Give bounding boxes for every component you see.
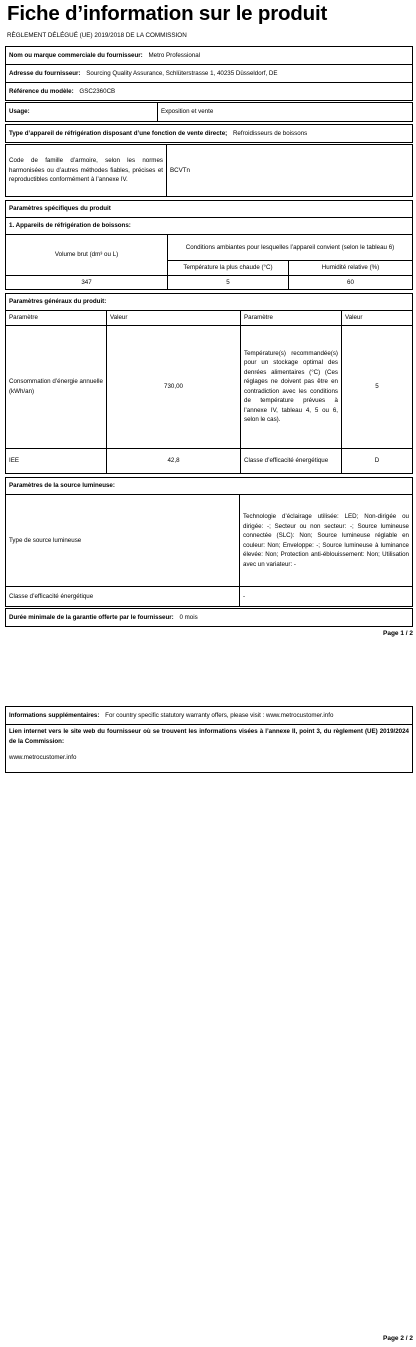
usage-value: Exposition et vente — [158, 103, 413, 122]
efficiency-class-value: D — [342, 448, 413, 473]
light-source-type-value: Technologie d’éclairage utilisée: LED; Non-dirigée ou dirigée: -; Secteur ou non secteur: -; Source lumineuse connectée (SLC): Non; Source lumineuse réglable en couleur: Non; Enveloppe: -; Source lumineuse à luminance élevée: Non; Protection anti-éblouissement: Non; Utilisation avec un variateur: - — [240, 495, 413, 587]
light-source-table — [5, 477, 413, 607]
supplier-website-row — [6, 725, 413, 773]
appliance-type-row — [6, 125, 413, 143]
page-number-1: Page 1 / 2 — [383, 630, 413, 637]
col-param-2: Paramètre — [241, 311, 342, 326]
light-source-heading: Paramètres de la source lumineuse: — [6, 478, 413, 495]
supplier-address-value: Sourcing Quality Assurance, Schlüterstrasse 1, 40235 Düsseldorf, DE — [86, 69, 278, 77]
light-source-type-label: Type de source lumineuse — [6, 495, 240, 587]
recommended-temp-label: Température(s) recommandée(s) pour un stockage optimal des denrées alimentaires (°C) (Ces réglages ne doivent pas être en contradiction avec les conditions de température prévues à l’annexe IV, tableau 4, 5 ou 6, selon le cas). — [241, 325, 342, 448]
additional-info-table — [5, 706, 413, 773]
appliance-type-value: Refroidisseurs de boissons — [232, 129, 308, 137]
model-label: Référence du modèle: — [9, 87, 74, 95]
page-title: Fiche d’information sur le produit — [7, 2, 328, 25]
col-value-2: Valeur — [342, 311, 413, 326]
ambient-conditions-label: Conditions ambiantes pour lesquelles l’appareil convient (selon le tableau 6) — [168, 235, 413, 261]
family-code-table — [5, 144, 413, 197]
supplier-address-row — [6, 65, 413, 83]
humidity-label: Humidité relative (%) — [289, 261, 413, 276]
warranty-value: 0 mois — [179, 613, 198, 621]
supplier-website-label: Lien internet vers le site web du fournisseur où se trouvent les informations visées à l’annexe II, point 3, du règlement (UE) 2019/2024 de la Commission: — [9, 728, 409, 745]
usage-label: Usage: — [6, 103, 158, 122]
supplier-address-label: Adresse du fournisseur: — [9, 69, 81, 77]
col-param-1: Paramètre — [6, 311, 107, 326]
supplier-table — [5, 46, 413, 101]
warmest-temp-label: Température la plus chaude (°C) — [168, 261, 289, 276]
supplier-name-value: Metro Professional — [148, 51, 201, 59]
warranty-table — [5, 608, 413, 627]
additional-info-label: Informations supplémentaires: — [9, 711, 100, 719]
additional-info-row — [6, 707, 413, 725]
light-class-value: - — [240, 587, 413, 607]
general-params-heading: Paramètres généraux du produit: — [6, 294, 413, 311]
volume-label: Volume brut (dm³ ou L) — [6, 235, 168, 276]
consumption-label: Consommation d’énergie annuelle (kWh/an) — [6, 325, 107, 448]
model-row — [6, 83, 413, 101]
family-code-label: Code de famille d’armoire, selon les normes harmonisées ou d’autres méthodes fiables, précises et reproductibles conformément à l’annexe IV. — [6, 145, 167, 197]
recommended-temp-value: 5 — [342, 325, 413, 448]
general-params-table — [5, 293, 413, 474]
volume-value: 347 — [6, 275, 168, 290]
page-number-2: Page 2 / 2 — [383, 1335, 413, 1342]
appliance-type-label: Type d’appareil de réfrigération disposant d’une fonction de vente directe; — [9, 129, 228, 137]
family-code-value: BCVTn — [167, 145, 413, 197]
warmest-temp-value: 5 — [168, 275, 289, 290]
consumption-value: 730,00 — [107, 325, 241, 448]
warranty-row — [6, 609, 413, 627]
supplier-name-label: Nom ou marque commerciale du fournisseur: — [9, 51, 143, 59]
warranty-label: Durée minimale de la garantie offerte par le fournisseur: — [9, 613, 174, 621]
light-class-label: Classe d’efficacité énergétique — [6, 587, 240, 607]
col-value-1: Valeur — [107, 311, 241, 326]
regulation-subtitle: RÈGLEMENT DÉLÉGUÉ (UE) 2019/2018 DE LA COMMISSION — [7, 32, 187, 39]
eei-label: IEE — [6, 448, 107, 473]
eei-value: 42,8 — [107, 448, 241, 473]
usage-table — [5, 102, 413, 122]
efficiency-class-label: Classe d’efficacité énergétique — [241, 448, 342, 473]
specific-params-table — [5, 200, 413, 290]
specific-params-heading: Paramètres spécifiques du produit — [6, 201, 413, 218]
model-value: GSC2360CB — [79, 87, 116, 95]
additional-info-value: For country specific statutory warranty offers, please visit : www.metrocustomer.info — [105, 711, 334, 719]
appliance-type-table — [5, 124, 413, 143]
supplier-name-row — [6, 47, 413, 65]
humidity-value: 60 — [289, 275, 413, 290]
beverage-coolers-heading: 1. Appareils de réfrigération de boissons: — [6, 218, 413, 235]
supplier-website-link[interactable]: www.metrocustomer.info — [9, 754, 77, 761]
